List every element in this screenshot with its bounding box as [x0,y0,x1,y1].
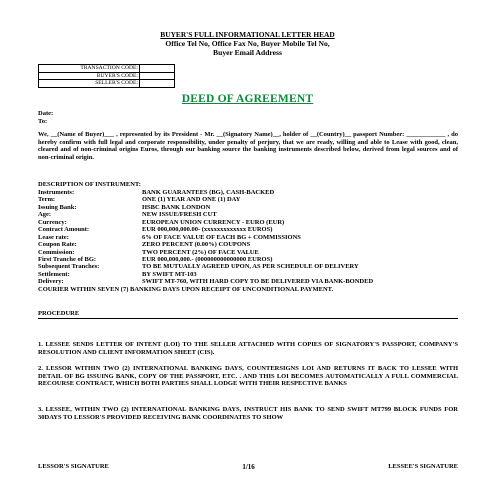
seller-code-label: SELLER'S CODE: [39,80,140,88]
list-item [38,226,458,233]
instrument-key: Coupon Rate: [38,241,77,249]
instrument-key: Age: [38,211,51,219]
seller-code-value [140,80,175,88]
table-row [39,65,175,73]
list-item [38,249,458,256]
instrument-value: ONE (1) YEAR AND ONE (1) DAY [142,196,241,204]
table-row [39,72,175,80]
instrument-key: Instruments: [38,189,75,196]
lessee-signature-label: LESSEE'S SIGNATURE [388,463,458,470]
signature-footer [38,463,458,471]
instrument-heading: DESCRIPTION OF INSTRUMENT: [38,181,141,188]
instrument-key: Delivery: [38,278,64,286]
procedure-divider [38,318,458,319]
instrument-value: EUR 000,000,000.00- (xxxxxxxxxxxxx EUROS) [142,226,273,234]
instrument-value: BANK GUARANTEES (BG), CASH-BACKED [142,189,275,196]
list-item [38,256,458,263]
instrument-value: SWIFT MT-760, WITH HARD COPY TO BE DELIVERED VIA BANK-BONDED [142,278,374,286]
procedure-step-2: 2. LESSOR WITHIN TWO (2) INTERNATIONAL BANKING DAYS, COUNTERSIGNS LOI AND RETURNS IT BACK TO LESSEE WITH DETAIL OF BG ISSUING BANK, COPY OF THE PASSPORT, ETC. . AND THIS LOI BECOMES AUTOMATICALLY A FULL COMMERCIAL RECOURSE CONTRACT, WHICH BOTH PARTIES SHALL LODGE WITH THEIR RESPECTIVE BANKS [38,365,458,387]
lessor-signature-label: LESSOR'S SIGNATURE [38,463,109,470]
list-item [38,241,458,248]
instrument-key: Term: [38,196,56,204]
list-item [38,204,458,211]
date-to-block [38,110,53,125]
letterhead [0,30,495,57]
intro-paragraph: We, __(Name of Buyer)___ , represented by its President - Mr. __(Signatory Name)__, holder of __(Country)__ passport Number: ____________ , do hereby confirm with full legal and corporate responsibility, under penalty of perjury, that we are ready, willing and able to Lease with good, clean, cleared and of non-criminal origins Euros, through our banking source the banking instruments described below, derived from legal sources and of non-criminal origin. [38,131,458,161]
instrument-key: Contract Amount: [38,226,90,234]
list-item [38,189,458,196]
instrument-value: TWO PERCENT (2%) OF FACE VALUE [142,248,259,256]
instrument-value: ZERO PERCENT (0.00%) COUPONS [142,241,251,249]
instrument-key: Settlement: [38,270,70,278]
instrument-value: HSBC BANK LONDON [142,203,211,211]
instrument-value: TO BE MUTUALLY AGREED UPON, AS PER SCHEDULE OF DELIVERY [142,263,359,271]
to-label: To: [38,117,48,125]
instrument-value: EUR 000,000,000.- (000000000000000 EUROS) [142,255,273,263]
instrument-key: First Tranche of BG: [38,255,97,263]
codes-table [38,64,175,88]
buyer-code-value [140,72,175,80]
instrument-key: Subsequent Tranches: [38,263,100,271]
instrument-value: EUROPEAN UNION CURRENCY - EURO (EUR) [142,218,285,226]
instrument-key: Commission: [38,248,75,256]
instrument-details [38,189,458,293]
letterhead-contact-line: Office Tel No, Office Fax No, Buyer Mobile Tel No, [165,39,330,48]
instrument-value: 6% OF FACE VALUE OF EACH BG + COMMISSIONS [142,233,301,241]
letterhead-title: BUYER'S FULL INFORMATIONAL LETTER HEAD [160,30,335,39]
list-item [38,211,458,218]
delivery-continued: COURIER WITHIN SEVEN (7) BANKING DAYS UPON RECEIPT OF UNCONDITIONAL PAYMENT. [38,285,334,293]
instrument-key: Issuing Bank: [38,203,77,211]
letterhead-email-line: Buyer Email Address [213,48,282,57]
list-item [38,271,458,278]
list-item [38,219,458,226]
procedure-step-1: 1. LESSEE SENDS LETTER OF INTENT (LOI) TO THE SELLER ATTACHED WITH COPIES OF SIGNATORY'S PASSPORT, COMPANY'S RESOLUTION AND CLIENT INFORMATION SHEET (CIS). [38,341,458,356]
table-row [39,80,175,88]
list-item [38,278,458,285]
list-item [38,234,458,241]
instrument-value: BY SWIFT MT-103 [142,270,197,278]
buyer-code-label: BUYER'S CODE: [39,72,140,80]
list-item [38,263,458,270]
document-title: DEED OF AGREEMENT [181,93,314,105]
date-label: Date: [38,110,54,117]
transaction-code-value [140,65,175,73]
instrument-value: NEW ISSUE/FRESH CUT [142,211,217,219]
list-item [38,196,458,203]
transaction-code-label: TRANSACTION CODE: [39,65,140,73]
instrument-key: Currency: [38,218,67,226]
page-number: 1/16 [242,463,255,471]
instrument-key: Lease rate: [38,233,69,241]
procedure-heading: PROCEDURE [38,310,80,317]
procedure-step-3: 3. LESSEE, WITHIN TWO (2) INTERNATIONAL BANKING DAYS, INSTRUCT HIS BANK TO SEND SWIFT MT799 BLOCK FUNDS FOR 30DAYS TO LESSOR'S PROVIDED RECEIVING BANK COORDINATES TO SHOW [38,406,458,421]
